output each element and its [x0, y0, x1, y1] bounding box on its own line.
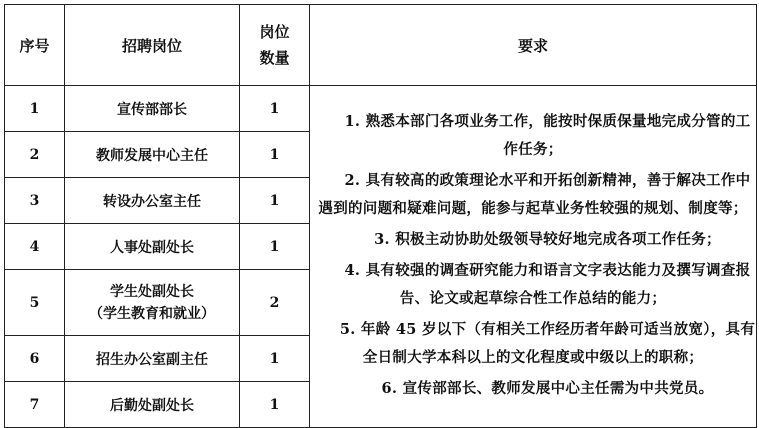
header-seq: 序号: [5, 5, 65, 86]
requirement-item: 3. 积极主动协助处级领导较好地完成各项工作任务；: [374, 230, 721, 248]
row-count: 1: [240, 132, 310, 178]
row-seq: 4: [5, 224, 65, 270]
header-count-line2: 数量: [259, 49, 290, 67]
requirement-item: 4. 具有较强的调查研究能力和语言文字表达能力及撰写调查报告、论文或起草综合性工作总结的能力；: [344, 261, 751, 307]
requirements-cell: [310, 86, 757, 428]
header-count-line1: 岗位: [259, 23, 290, 41]
header-count: [240, 5, 310, 86]
row-position: 招生办公室副主任: [65, 336, 240, 382]
row-count: 2: [240, 270, 310, 336]
row-position: 转设办公室主任: [65, 178, 240, 224]
row-position-line2: （学生教育和就业）: [89, 305, 215, 322]
row-count: 1: [240, 224, 310, 270]
row-seq: 7: [5, 382, 65, 428]
requirement-item: 1. 熟悉本部门各项业务工作，能按时保质保量地完成分管的工作任务；: [344, 112, 751, 158]
row-position: 宣传部部长: [65, 86, 240, 132]
row-position: 教师发展中心主任: [65, 132, 240, 178]
row-position: [65, 270, 240, 336]
requirement-item: 2. 具有较高的政策理论水平和开拓创新精神，善于解决工作中遇到的问题和疑难问题，能参与起草业务性较强的规划、制度等；: [318, 171, 751, 217]
row-seq: 6: [5, 336, 65, 382]
row-seq: 5: [5, 270, 65, 336]
header-row: [5, 5, 757, 86]
row-position: 后勤处副处长: [65, 382, 240, 428]
row-count: 1: [240, 178, 310, 224]
requirement-item: 6. 宣传部部长、教师发展中心主任需为中共党员。: [381, 379, 714, 397]
row-seq: 1: [5, 86, 65, 132]
header-position: 招聘岗位: [65, 5, 240, 86]
row-count: 1: [240, 382, 310, 428]
row-position-line1: 学生处副处长: [110, 283, 194, 300]
row-seq: 3: [5, 178, 65, 224]
row-count: 1: [240, 336, 310, 382]
row-count: 1: [240, 86, 310, 132]
table-row: [5, 86, 757, 132]
requirement-item: 5. 年龄 45 岁以下（有相关工作经历者年龄可适当放宽），具有全日制大学本科以上的文化程度或中级以上的职称；: [339, 320, 756, 366]
recruitment-table: [4, 4, 757, 428]
header-requirements: 要求: [310, 5, 757, 86]
row-seq: 2: [5, 132, 65, 178]
row-position: 人事处副处长: [65, 224, 240, 270]
